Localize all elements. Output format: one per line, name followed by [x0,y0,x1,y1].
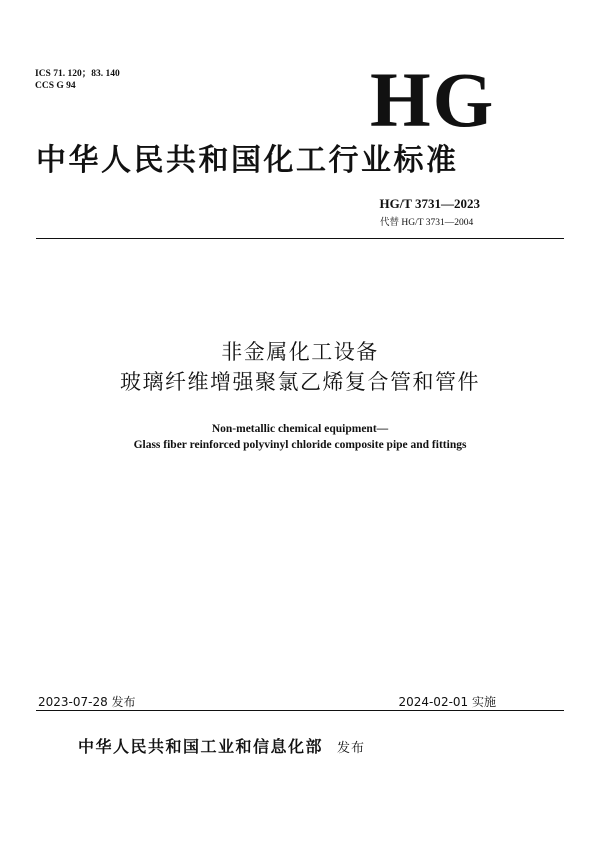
hg-logo: HG [370,56,496,143]
title-cn-line2: 玻璃纤维增强聚氯乙烯复合管和管件 [120,370,480,394]
issuer-name: 中华人民共和国工业和信息化部 [78,737,324,756]
issuer-suffix: 发布 [337,741,366,756]
standard-number: HG/T 3731—2023 [379,196,480,211]
ics-code: ICS 71. 120；83. 140 [35,69,120,79]
title-en-line1: Non-metallic chemical equipment— [211,423,389,435]
title-cn-line1: 非金属化工设备 [221,340,379,364]
ccs-code: CCS G 94 [35,81,76,91]
top-divider [36,238,564,239]
replaces-standard: 代替 HG/T 3731—2004 [380,218,474,228]
title-en-line2: Glass fiber reinforced polyvinyl chloride composite pipe and fittings [133,439,467,451]
classification-codes [35,68,120,92]
issuer-line [78,734,528,757]
release-date: 2023-07-28 发布 [38,695,136,709]
standard-type-heading: 中华人民共和国化工行业标准 [36,143,459,178]
bottom-divider [36,710,564,711]
implementation-date: 2024-02-01 实施 [398,695,496,709]
